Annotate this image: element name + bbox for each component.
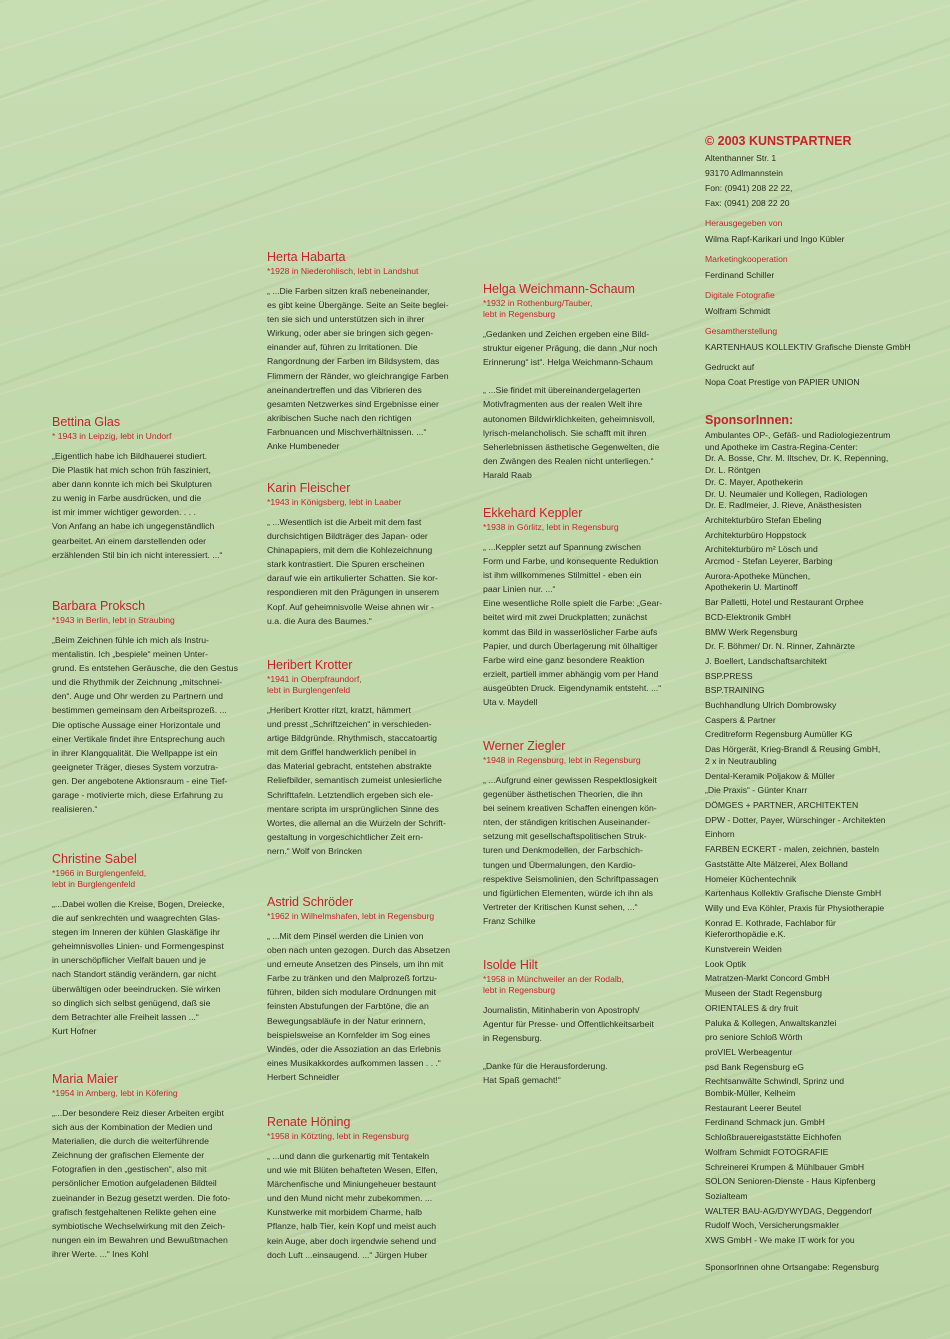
sponsor-item: Wolfram Schmidt FOTOGRAFIE — [705, 1146, 829, 1157]
sponsor-item: Rudolf Woch, Versicherungsmakler — [705, 1220, 840, 1231]
copyright-title: © 2003 KUNSTPARTNER — [705, 134, 852, 148]
sponsor-item: Bar Palletti, Hotel und Restaurant Orphee — [705, 597, 864, 608]
sponsor-list — [705, 430, 945, 1247]
sponsor-item: Dental-Keramik Poljakow & Müller — [705, 770, 835, 781]
sponsor-item: „Die Praxis“ - Günter Knarr — [705, 785, 808, 796]
sponsor-item: DPW - Dotter, Payer, Würschinger - Architekten — [705, 814, 886, 825]
sponsor-item: Ambulantes OP-, Gefäß- und Radiologiezentrum und Apotheke im Castra-Regina-Center: Dr. A. Bosse, Chr. M. Iltschev, Dr. K. Repenning, Dr. L. Röntgen Dr. C. Mayer, Apothekerin Dr. U. Neumaier und Kollegen, Radiologen Dr. E. Radlmeier, J. Rieve, Anästhesisten — [705, 430, 891, 511]
sponsor-item: Restaurant Leerer Beutel — [705, 1102, 802, 1113]
sponsor-item: Schloßbrauereigaststätte Eichhofen — [705, 1132, 842, 1143]
artist-text: „Beim Zeichnen fühle ich mich als Instru- mentalistin. Ich „bespiele“ meinen Unter- grund. Es entstehen Geräusche, die den Gestus und die Rhythmik der Zeichnung „mitschnei- den“. Auge und Ohr werden zu Partnern und bestimmen gemeinsam den Arbeitsprozeß. ... Die optische Aussage einer Horizontale und einer Vertikale findet ihre Entsprechung auch in ihrer Klangqualität. Die Wellpappe ist ein geeigneter Träger, dieses System vorzutra- gen. Der angebotene Aktionsraum - eine Tief- garage - motivierte mich, diese Erfahrung zu realisieren.“ — [52, 635, 238, 815]
artist-text: „Eigentlich habe ich Bildhauerei studiert. Die Plastik hat mich schon früh fasziniert, aber dann konnte ich mich bei Skulpturen zu wenig in Farbe ausdrücken, und die ist mir immer wichtiger geworden. . . . Von Anfang an habe ich ungegenständlich gearbeitet. An einem darstellenden oder erzählenden Stil bin ich nicht interessiert. ...“ — [52, 451, 223, 560]
sponsor-item: Ferdinand Schmack jun. GmbH — [705, 1117, 825, 1128]
print-label: Gedruckt auf — [705, 362, 755, 372]
sponsor-item: Aurora-Apotheke München, Apothekerin U. Martinoff — [705, 570, 811, 593]
artist-info: *1948 in Regensburg, lebt in Regensburg — [483, 755, 641, 765]
artist-entry-herta-habarta — [267, 250, 462, 453]
artist-entry-christine-sabel — [52, 852, 247, 1038]
sponsors-title: SponsorInnen: — [705, 413, 794, 427]
photo-label: Digitale Fotografie — [705, 290, 775, 300]
artist-entry-barbara-proksch — [52, 599, 247, 816]
sponsor-item: XWS GmbH - We make IT work for you — [705, 1235, 855, 1246]
sponsor-item: Gaststätte Alte Mälzerei, Alex Bolland — [705, 858, 848, 869]
sponsor-item: J. Boellert, Landschaftsarchitekt — [705, 655, 827, 666]
production-label: Gesamtherstellung — [705, 326, 778, 336]
sponsor-item: Dr. F. Böhmer/ Dr. N. Rinner, Zahnärzte — [705, 641, 855, 652]
artist-name: Karin Fleischer — [267, 481, 351, 495]
sponsor-item: Schreinerei Krumpen & Mühlbauer GmbH — [705, 1161, 865, 1172]
sponsor-item: Kartenhaus Kollektiv Grafische Dienste GmbH — [705, 888, 882, 899]
sponsor-item: Paluka & Kollegen, Anwaltskanzlei — [705, 1017, 837, 1028]
sponsor-item: Das Hörgerät, Krieg-Brandl & Reusing GmbH, 2 x in Neutraubling — [705, 744, 881, 766]
artist-text: „ ...und dann die gurkenartig mit Tentakeln und wie mit Blüten behafteten Wesen, Elfen, Märchenfische und Miniungeheuer bestaunt und den Mund nicht mehr zubekommen. ... Kunstwerke mit morbidem Charme, halb Pflanze, halb Tier, kein Kopf und meist auch kein Auge, aber doch irgendwie sehend und doch Luft ...einsaugend. ...“ Jürgen Huber — [267, 1151, 438, 1260]
artist-text: Journalistin, Mitinhaberin von Apostroph/ Agentur für Presse- und Öffentlichkeitsarbeit in Regensburg. „Danke für die Herausforderung. Hat Spaß gemacht!“ — [483, 1005, 654, 1086]
sponsor-item: ORIENTALES & dry fruit — [705, 1002, 798, 1013]
sponsor-item: Sozialteam — [705, 1190, 748, 1201]
production: KARTENHAUS KOLLEKTIV Grafische Dienste GmbH — [705, 342, 911, 352]
marketing-label: Marketingkooperation — [705, 254, 788, 264]
sponsor-item: Architekturbüro m² Lösch und Arcmod - Stefan Leyerer, Barbing — [705, 544, 833, 567]
sponsor-item: Creditreform Regensburg Aumüller KG — [705, 729, 853, 740]
artist-info: *1958 in Münchweiler an der Rodalb, lebt in Regensburg — [483, 974, 624, 995]
artist-entry-helga-weichmann-schaum — [483, 282, 683, 482]
marketing: Ferdinand Schiller — [705, 270, 775, 280]
sponsor-item: Konrad E. Kothrade, Fachlabor für Kieferorthopädie e.K. — [705, 917, 836, 940]
artist-entry-werner-ziegler — [483, 739, 683, 928]
imprint-section — [705, 133, 945, 1273]
artist-entry-ekkehard-keppler — [483, 506, 683, 709]
artist-name: Isolde Hilt — [483, 958, 538, 972]
sponsor-item: Matratzen-Markt Concord GmbH — [705, 973, 830, 984]
artist-entry-karin-fleischer — [267, 481, 462, 628]
artist-info: *1938 in Görlitz, lebt in Regensburg — [483, 522, 619, 532]
sponsor-item: proVIEL Werbeagentur — [705, 1046, 793, 1057]
sponsor-item: BSP.TRAINING — [705, 685, 765, 696]
artist-text: „ ...Mit dem Pinsel werden die Linien von oben nach unten gezogen. Durch das Absetzen und erneute Ansetzen des Pinsels, um ihn mit Farbe zu tränken und den Malprozeß fortzu- führen, bilden sich modulare Ordnungen mit feinsten Abstufungen der Farbtöne, die an Bewegungsabläufe in der Natur erinnern, beispielsweise an Kornfelder im Sog eines Windes, oder die Assoziation an das Erlebnis eines Musikakkordes aufkommen lassen . . .“ Herbert Schneidler — [267, 931, 451, 1082]
artist-info: *1966 in Burglengenfeld, lebt in Burglengenfeld — [52, 868, 147, 889]
artist-name: Barbara Proksch — [52, 599, 146, 613]
artist-info: *1932 in Rothenburg/Tauber, lebt in Regensburg — [483, 298, 593, 319]
address: Altenthanner Str. 1 93170 Adlmannstein — [705, 153, 783, 178]
artist-text: „Gedanken und Zeichen ergeben eine Bild- struktur eigener Prägung, die dann „Nur noch Erinnerung“ ist“. Helga Weichmann-Schaum „ ...Sie findet mit übereinandergelagerten Motivfragmenten aus der realen Welt ihre autonomen Bildwirklichkeiten, geheimnisvoll, lyrisch-melancholisch. Sie schafft mit ihren Seherlebnissen ästhetische Gegenwelten, die den Zwängen des Realen nicht unterliegen.“ Harald Raab — [483, 329, 660, 480]
sponsor-item: Einhorn — [705, 829, 735, 840]
artist-entry-maria-maier — [52, 1072, 247, 1261]
artist-entry-heribert-krotter — [267, 658, 462, 858]
sponsor-item: Architekturbüro Hoppstock — [705, 529, 807, 540]
artist-text: „ ...Keppler setzt auf Spannung zwischen Form und Farbe, und konsequente Reduktion ist ihm willkommenes Stilmittel - eben ein paar Linien nur. ...“ Eine wesentliche Rolle spielt die Farbe: „Gear- beitet wird mit zwei Druckplatten; zunächst kommt das Bild in wasserlöslicher Farbe aufs Papier, und durch Überlagerung mit ölhaltiger Farbe wird eine ganz besondere Reaktion erzielt, partiell immer abhängig vom per Hand ausgeübten Druck. Eigendynamik entsteht. ...“ Uta v. Maydell — [483, 542, 663, 708]
publisher: Wilma Rapf-Karikari und Ingo Kübler — [705, 234, 845, 244]
artist-info: *1962 in Wilhelmshafen, lebt in Regensburg — [267, 911, 435, 921]
artist-info: *1928 in Niederohlisch, lebt in Landshut — [267, 266, 419, 276]
artist-entry-isolde-hilt — [483, 958, 683, 1088]
print-paper: Nopa Coat Prestige von PAPIER UNION — [705, 377, 860, 387]
artist-text: „ ...Aufgrund einer gewissen Respektlosigkeit gegenüber ästhetischen Theorien, die ihn bei seinem kreativen Schaffen einengen kön- nten, der ständigen kritischen Auseinander- setzung mit gesellschaftspolitischen Struk- turen und Denkmodellen, der Farbschich- tungen und Übermalungen, den Kardio- respektive Seismolinien, den Schriftpassagen und figürlichen Elementen, würde ich ihn als Vertreter der Kritischen Kunst sehen, ...“ Franz Schilke — [483, 775, 659, 926]
artist-name: Ekkehard Keppler — [483, 506, 583, 520]
publisher-label: Herausgegeben von — [705, 218, 783, 228]
sponsor-item: Buchhandlung Ulrich Dombrowsky — [705, 700, 837, 711]
sponsor-item: Kunstverein Weiden — [705, 944, 782, 955]
artist-text: „...Dabei wollen die Kreise, Bogen, Dreiecke, die auf senkrechten und waagrechten Glas- stegen im Inneren der kühlen Glaskäfige ihr geheimnisvolles Linien- und Formengespinst in unerschöpflicher Vielfalt bauen und je nach Standort ständig verändern, gar nicht überwältigen oder beeindrucken. Sie wirken so dinglich sich selbst genügend, daß sie dem Betrachter alle Freiheit lassen ...“ Kurt Hofner — [52, 899, 225, 1036]
sponsor-item: BSP.PRESS — [705, 670, 753, 681]
artist-info: *1943 in Berlin, lebt in Straubing — [52, 615, 175, 625]
artist-text: „...Der besondere Reiz dieser Arbeiten ergibt sich aus der Kombination der Medien und Materialien, die durch die weiterführende Zeichnung der grafischen Elemente der Fotografien in den „gestischen“, also mit persönlicher Emotion aufgeladenen Bildteil zueinander in Bezug gesetzt werden. Die foto- grafisch festgehaltenen Relikte gehen eine symbiotische Wechselwirkung mit den Zeich- nungen ein im Bewahren und Bewußtmachen ihrer Werte. ...“ Ines Kohl — [52, 1108, 231, 1259]
artist-name: Maria Maier — [52, 1072, 118, 1086]
phone-fax: Fon: (0941) 208 22 22, Fax: (0941) 208 22 20 — [705, 183, 793, 208]
artist-entry-bettina-glas — [52, 415, 247, 562]
sponsor-item: BCD-Elektronik GmbH — [705, 611, 791, 622]
artist-name: Bettina Glas — [52, 415, 121, 429]
artist-name: Renate Höning — [267, 1115, 351, 1129]
artist-name: Helga Weichmann-Schaum — [483, 282, 635, 296]
sponsor-item: pro seniore Schloß Wörth — [705, 1032, 803, 1043]
artist-name: Christine Sabel — [52, 852, 137, 866]
artist-text: „ ...Die Farben sitzen kraß nebeneinander, es gibt keine Übergänge. Seite an Seite beglei- ten sie sich und unterstützen sich in ihrer Wirkung, oder aber sie bringen sich gegen- einander auf, führen zu Irritationen. Die Rangordnung der Farben im Bildsystem, das Flimmern der Ränder, wo gleichrangige Farben aneinandertreffen und das Vibrieren des gesamten Netzwerkes sind Ergebnisse einer akribischen Suche nach den richtigen Farbnuancen und Mischverhältnissen. ...“ Anke Humbeneder — [267, 286, 449, 452]
sponsor-item: Homeier Küchentechnik — [705, 873, 797, 884]
artist-text: „Heribert Krotter ritzt, kratzt, hämmert und presst „Schriftzeichen“ in verschieden- artige Bildgründe. Rhythmisch, staccatoartig mit dem Griffel handwerklich penibel in das Material gebracht, entstehen abstrakte Reliefbilder, semantisch zumeist unlesierliche Schrifttafeln. Letztendlich ergeben sich ele- mentare scripta im ursprünglichen Sinne des Wortes, die allemal an die Wurzeln der Schrift- gestaltung in vorgeschichtlicher Zeit ern- nern.“ Wolf von Brincken — [267, 705, 446, 856]
artist-info: *1958 in Kötzting, lebt in Regensburg — [267, 1131, 409, 1141]
artist-name: Werner Ziegler — [483, 739, 566, 753]
photo: Wolfram Schmidt — [705, 306, 771, 316]
artist-info: *1954 in Amberg, lebt in Köfering — [52, 1088, 178, 1098]
sponsor-item: WALTER BAU-AG/DYWYDAG, Deggendorf — [705, 1205, 872, 1216]
sponsor-item: Rechtsanwälte Schwindl, Sprinz und Bombik-Müller, Kelheim — [705, 1076, 845, 1099]
sponsor-item: DÖMGES + PARTNER, ARCHITEKTEN — [705, 799, 859, 810]
sponsor-item: Museen der Stadt Regensburg — [705, 988, 823, 999]
sponsor-item: BMW Werk Regensburg — [705, 626, 798, 637]
artist-info: *1941 in Oberpfraundorf, lebt in Burglengenfeld — [267, 674, 362, 695]
artist-entry-astrid-schroeder — [267, 895, 462, 1084]
sponsor-item: Look Optik — [705, 958, 747, 969]
sponsor-item: psd Bank Regensburg eG — [705, 1061, 804, 1072]
sponsor-item: FARBEN ECKERT - malen, zeichnen, basteln — [705, 844, 880, 855]
artist-name: Heribert Krotter — [267, 658, 353, 672]
sponsor-item: Architekturbüro Stefan Ebeling — [705, 514, 822, 525]
artist-text: „ ...Wesentlich ist die Arbeit mit dem fast durchsichtigen Bildträger des Japan- oder Chinapapiers, mit dem die Kohlezeichnung stark kontrastiert. Die Spuren erscheinen darauf wie ein artikulierter Schatten. Sie kor- respondieren mit den Prägungen in unserem Kopf. Auf geheimnisvolle Weise ahnen wir - u.a. die Aura des Baumes.“ — [267, 517, 439, 626]
artist-entry-renate-hoening — [267, 1115, 462, 1262]
artist-name: Herta Habarta — [267, 250, 346, 264]
sponsor-item: Willy und Eva Köhler, Praxis für Physiotherapie — [705, 902, 885, 913]
artist-name: Astrid Schröder — [267, 895, 354, 909]
artist-info: *1943 in Königsberg, lebt in Laaber — [267, 497, 402, 507]
artist-info: * 1943 in Leipzig, lebt in Undorf — [52, 431, 172, 441]
sponsors-note: SponsorInnen ohne Ortsangabe: Regensburg — [705, 1261, 879, 1272]
sponsor-item: Caspers & Partner — [705, 714, 776, 725]
sponsor-item: SOLON Senioren-Dienste - Haus Kipfenberg — [705, 1176, 876, 1187]
